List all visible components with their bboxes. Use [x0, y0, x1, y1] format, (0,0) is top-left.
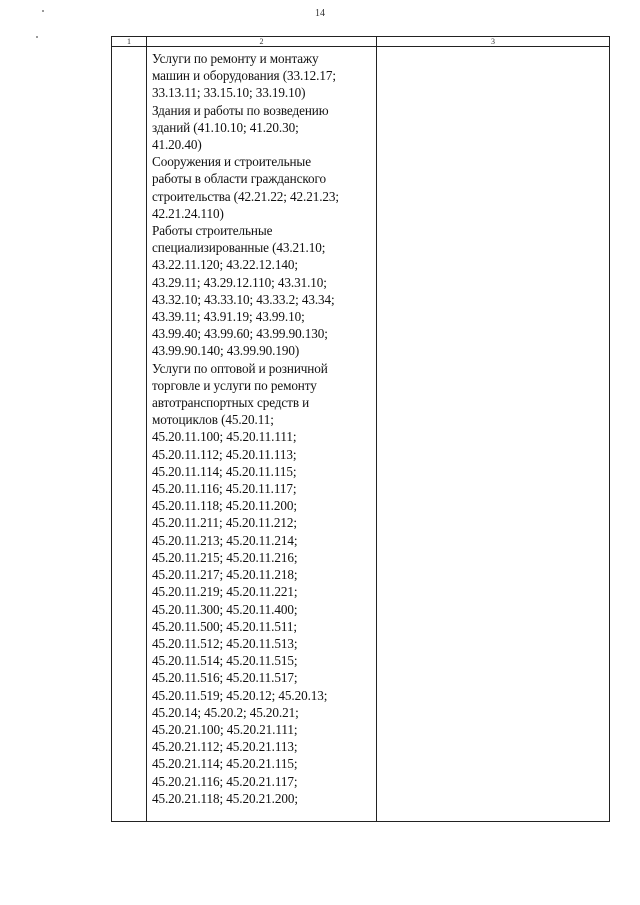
text-line: 45.20.11.217; 45.20.11.218;	[152, 567, 298, 583]
text-line: 45.20.11.300; 45.20.11.400;	[152, 601, 298, 617]
text-line: 45.20.11.112; 45.20.11.113;	[152, 446, 297, 462]
text-line: 41.20.40)	[152, 137, 202, 153]
column-number-2: 2	[147, 37, 377, 47]
text-line: 45.20.11.100; 45.20.11.111;	[152, 429, 297, 445]
text-line: 45.20.14; 45.20.2; 45.20.21;	[152, 704, 299, 720]
text-line: 45.20.11.118; 45.20.11.200;	[152, 498, 297, 514]
text-line: 45.20.11.512; 45.20.11.513;	[152, 635, 298, 651]
text-line: зданий (41.10.10; 41.20.30;	[152, 119, 299, 135]
text-line: 45.20.11.519; 45.20.12; 45.20.13;	[152, 687, 328, 703]
cell-column-3	[377, 47, 610, 822]
text-line: специализированные (43.21.10;	[152, 240, 326, 256]
text-line: 45.20.21.100; 45.20.21.111;	[152, 721, 298, 737]
text-line: Здания и работы по возведению	[152, 102, 329, 118]
scan-artifact-dot	[36, 36, 38, 38]
text-line: строительства (42.21.22; 42.21.23;	[152, 188, 339, 204]
text-line: Сооружения и строительные	[152, 154, 311, 170]
cell-column-2	[147, 47, 377, 822]
text-line: 45.20.11.211; 45.20.11.212;	[152, 515, 297, 531]
text-line: 43.22.11.120; 43.22.12.140;	[152, 257, 298, 273]
text-line: автотранспортных средств и	[152, 395, 310, 411]
text-line: 45.20.11.500; 45.20.11.511;	[152, 618, 297, 634]
text-line: 45.20.11.516; 45.20.11.517;	[152, 670, 298, 686]
page-number: 14	[315, 8, 325, 19]
scan-artifact-dot	[42, 10, 44, 12]
text-line: 45.20.21.116; 45.20.21.117;	[152, 773, 298, 789]
text-line: 43.99.40; 43.99.60; 43.99.90.130;	[152, 326, 328, 342]
text-line: 43.32.10; 43.33.10; 43.33.2; 43.34;	[152, 291, 335, 307]
text-line: 42.21.24.110)	[152, 205, 224, 221]
text-line: Услуги по ремонту и монтажу	[152, 51, 319, 66]
column-number-row	[112, 37, 610, 47]
document-table	[111, 36, 610, 822]
text-line: 45.20.11.215; 45.20.11.216;	[152, 549, 298, 565]
text-line: 45.20.11.116; 45.20.11.117;	[152, 481, 297, 497]
text-line: 45.20.11.219; 45.20.11.221;	[152, 584, 298, 600]
text-line: 43.39.11; 43.91.19; 43.99.10;	[152, 309, 305, 325]
text-line: работы в области гражданского	[152, 171, 326, 187]
text-line: 45.20.11.114; 45.20.11.115;	[152, 463, 297, 479]
text-line: 43.99.90.140; 43.99.90.190)	[152, 343, 300, 359]
column-number-1: 1	[112, 37, 147, 47]
text-line: 45.20.21.114; 45.20.21.115;	[152, 756, 298, 772]
text-line: 33.13.11; 33.15.10; 33.19.10)	[152, 85, 306, 101]
table-row	[112, 47, 610, 822]
text-line: 43.29.11; 43.29.12.110; 43.31.10;	[152, 274, 327, 290]
text-line: машин и оборудования (33.12.17;	[152, 68, 336, 84]
text-line: 45.20.11.514; 45.20.11.515;	[152, 653, 298, 669]
text-line: Работы строительные	[152, 223, 273, 239]
cell-column-1	[112, 47, 147, 822]
text-line: 45.20.11.213; 45.20.11.214;	[152, 532, 298, 548]
text-line: торговле и услуги по ремонту	[152, 377, 317, 393]
text-line: 45.20.21.112; 45.20.21.113;	[152, 739, 298, 755]
column-number-3: 3	[377, 37, 610, 47]
text-line: 45.20.21.118; 45.20.21.200;	[152, 790, 298, 806]
text-line: мотоциклов (45.20.11;	[152, 412, 274, 428]
text-line: Услуги по оптовой и розничной	[152, 360, 328, 376]
